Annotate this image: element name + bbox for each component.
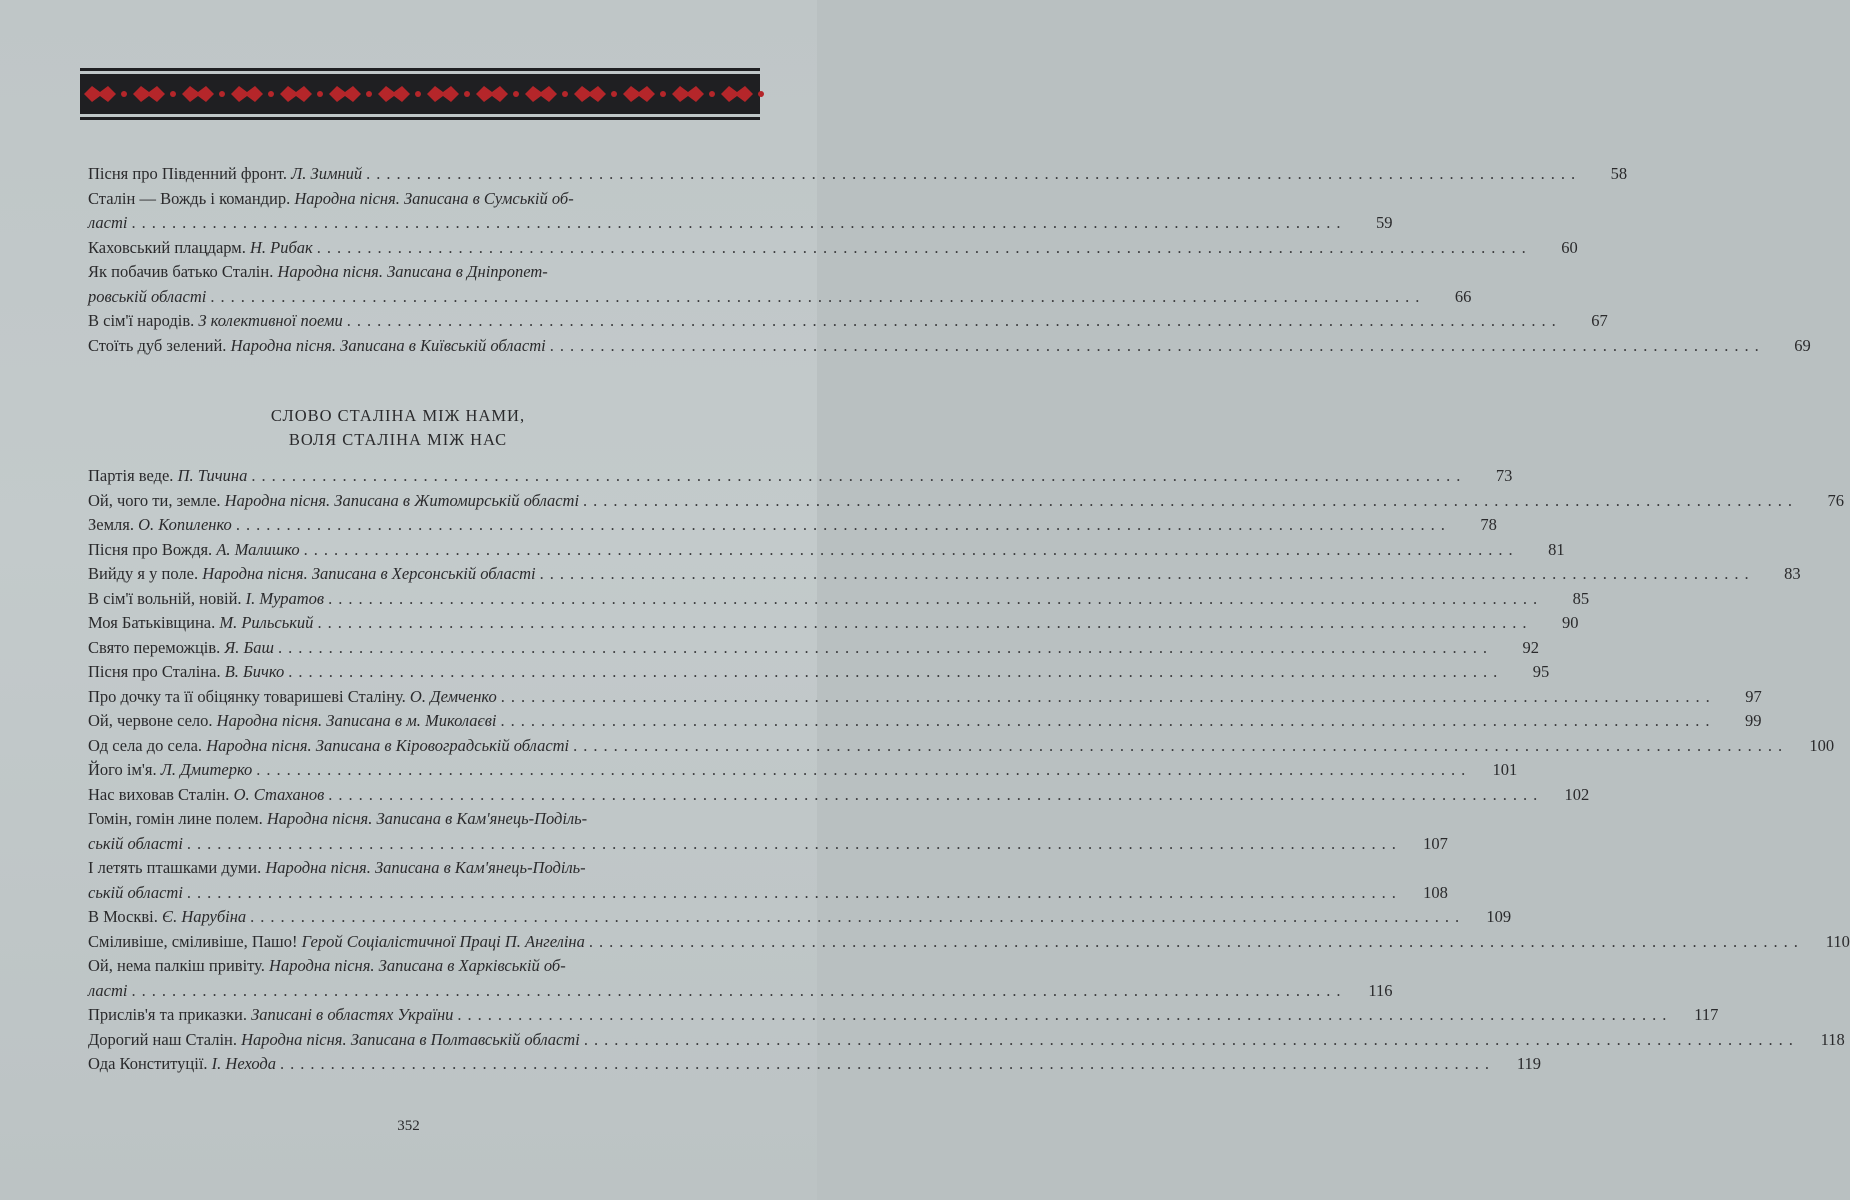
toc-entry bbox=[88, 734, 1835, 759]
entry-author: Народна пісня. Записана в Житомирській області bbox=[224, 490, 580, 510]
entry-page-number: 58 bbox=[1610, 164, 1628, 183]
dot-leader: ........................................................................................................................ bbox=[588, 931, 1804, 951]
page-number: 352 bbox=[397, 1118, 420, 1134]
entry-author: О. Стаханов bbox=[233, 784, 325, 804]
entry-author-continuation: ласті bbox=[88, 980, 128, 1000]
entry-page-number: 78 bbox=[1480, 515, 1497, 534]
toc-entry bbox=[88, 489, 1845, 514]
entry-title: Свято переможців. bbox=[88, 637, 221, 657]
entry-page-number: 99 bbox=[1745, 711, 1762, 730]
entry-author: В. Бичко bbox=[224, 662, 285, 681]
dot-leader: ........................................................................................................................ bbox=[573, 735, 1789, 755]
entry-title: Партія веде. bbox=[88, 466, 174, 485]
dot-leader: ........................................................................................................................ bbox=[317, 613, 1533, 632]
entry-author: Народна пісня. Записана в Полтавській області bbox=[241, 1029, 580, 1049]
entry-author: Записані в областях України bbox=[251, 1005, 454, 1024]
ornament-dot bbox=[611, 91, 617, 97]
entry-title: Сміливіше, сміливіше, Пашо! bbox=[88, 931, 298, 951]
dot-leader: ........................................................................................................................ bbox=[250, 907, 1466, 926]
dot-leader: ........................................................................................................................ bbox=[583, 1029, 1799, 1049]
entry-author: Я. Баш bbox=[224, 637, 274, 657]
entry-author: Народна пісня. Записана в Кам'янець-Поділь- bbox=[265, 858, 586, 877]
entry-title: Про дочку та її обіцянку товаришеві Сталіну. bbox=[88, 686, 406, 706]
entry-page-number: 60 bbox=[1561, 237, 1578, 257]
ornament-dot bbox=[562, 91, 568, 97]
entry-author: Народна пісня. Записана в Херсонській області bbox=[202, 564, 536, 583]
entry-page-number: 67 bbox=[1591, 311, 1608, 330]
dot-leader: ........................................................................................................................ bbox=[279, 1054, 1495, 1073]
dot-leader: ........................................................................................................................ bbox=[549, 335, 1765, 355]
entry-page-number: 107 bbox=[1423, 833, 1448, 853]
entry-author: Народна пісня. Записана в Харківській об- bbox=[269, 956, 566, 975]
ornament-dot bbox=[268, 91, 274, 97]
toc-entry bbox=[88, 538, 1565, 563]
entry-page-number: 59 bbox=[1375, 213, 1393, 232]
dot-leader: ........................................................................................................................ bbox=[366, 164, 1582, 183]
dot-leader: ........................................................................................................................ bbox=[186, 833, 1402, 853]
entry-author: Є. Нарубіна bbox=[162, 907, 247, 926]
entry-title: Гомін, гомін лине полем. bbox=[88, 809, 263, 828]
dot-leader: ........................................................................................................................ bbox=[131, 213, 1347, 232]
entry-page-number: 118 bbox=[1820, 1029, 1845, 1049]
section-heading bbox=[88, 404, 708, 452]
toc-section-2 bbox=[88, 464, 1850, 1077]
ornament-dot bbox=[366, 91, 372, 97]
dot-leader: ........................................................................................................................ bbox=[277, 637, 1493, 657]
ornament-dot bbox=[219, 91, 225, 97]
entry-page-number: 95 bbox=[1532, 662, 1550, 681]
toc-entry bbox=[88, 660, 1550, 685]
entry-author: Народна пісня. Записана в м. Миколаєві bbox=[216, 711, 497, 730]
toc-entry bbox=[88, 587, 1590, 612]
section-heading-line-2: ВОЛЯ СТАЛІНА МІЖ НАС bbox=[288, 430, 508, 449]
entry-title: Земля. bbox=[88, 515, 134, 534]
ornament-dot bbox=[758, 91, 764, 97]
dot-leader: ........................................................................................................................ bbox=[186, 882, 1402, 902]
entry-author: Герой Соціалістичної Праці П. Ангеліна bbox=[301, 931, 585, 951]
entry-page-number: 73 bbox=[1495, 466, 1513, 485]
toc-entry bbox=[88, 685, 1762, 710]
entry-title: Сталін — Вождь і командир. bbox=[88, 188, 291, 208]
entry-page-number: 108 bbox=[1423, 882, 1448, 902]
entry-page-number: 81 bbox=[1548, 539, 1565, 559]
toc-entry bbox=[88, 334, 1811, 359]
entry-author: Народна пісня. Записана в Кам'янець-Поділь- bbox=[266, 809, 588, 828]
entry-title: Пісня про Вождя. bbox=[88, 539, 213, 559]
entry-title: Ой, чого ти, земле. bbox=[88, 490, 221, 510]
entry-title: Дорогий наш Сталін. bbox=[88, 1029, 237, 1049]
toc-entry bbox=[88, 1052, 1541, 1077]
entry-title: Моя Батьківщина. bbox=[88, 613, 216, 632]
entry-title: Ой, червоне село. bbox=[88, 711, 213, 730]
entry-author: Народна пісня. Записана в Сумській об- bbox=[294, 188, 574, 208]
entry-author: М. Рильський bbox=[219, 613, 314, 632]
entry-author: Народна пісня. Записана в Київській області bbox=[230, 335, 546, 355]
entry-page-number: 116 bbox=[1368, 980, 1393, 1000]
ornament-dot bbox=[121, 91, 127, 97]
entry-page-number: 110 bbox=[1825, 931, 1850, 951]
toc-section-1 bbox=[88, 162, 1811, 358]
entry-author: І. Нехода bbox=[211, 1054, 276, 1073]
dot-leader: ........................................................................................................................ bbox=[500, 711, 1716, 730]
toc-entry bbox=[88, 856, 1448, 905]
entry-title: Ода Конституції. bbox=[88, 1054, 208, 1073]
toc-entry bbox=[88, 562, 1801, 587]
toc-entry bbox=[88, 513, 1497, 538]
entry-author: П. Тичина bbox=[177, 466, 248, 485]
dot-leader: ........................................................................................................................ bbox=[235, 515, 1451, 534]
toc-entry bbox=[88, 807, 1448, 856]
entry-title: І летять пташками думи. bbox=[88, 858, 262, 877]
entry-title: Його ім'я. bbox=[88, 760, 157, 779]
entry-title: В Москві. bbox=[88, 907, 158, 926]
entry-page-number: 117 bbox=[1694, 1005, 1719, 1024]
toc-entry bbox=[88, 260, 1472, 309]
dot-leader: ........................................................................................................................ bbox=[500, 686, 1716, 706]
entry-page-number: 109 bbox=[1486, 907, 1512, 926]
entry-author-continuation: ласті bbox=[88, 213, 128, 232]
ornament-dot bbox=[170, 91, 176, 97]
dot-leader: ........................................................................................................................ bbox=[210, 286, 1426, 306]
toc-entry bbox=[88, 162, 1628, 187]
entry-page-number: 102 bbox=[1564, 784, 1590, 804]
ornament-dot bbox=[317, 91, 323, 97]
dot-leader: ........................................................................................................................ bbox=[457, 1005, 1673, 1024]
entry-title: Ой, нема палкіш привіту. bbox=[88, 956, 265, 975]
entry-author: І. Муратов bbox=[245, 588, 325, 608]
entry-author: О. Демченко bbox=[409, 686, 497, 706]
toc-entry bbox=[88, 187, 1393, 236]
entry-title: Од села до села. bbox=[88, 735, 203, 755]
entry-author-continuation: ровській області bbox=[88, 286, 207, 306]
entry-page-number: 66 bbox=[1454, 286, 1472, 306]
entry-page-number: 97 bbox=[1745, 686, 1762, 706]
entry-page-number: 92 bbox=[1522, 637, 1539, 657]
ornament-dot bbox=[415, 91, 421, 97]
dot-leader: ........................................................................................................................ bbox=[288, 662, 1504, 681]
dot-leader: ........................................................................................................................ bbox=[328, 784, 1544, 804]
entry-author: О. Копиленко bbox=[138, 515, 232, 534]
entry-page-number: 76 bbox=[1827, 490, 1845, 510]
toc-entry bbox=[88, 636, 1539, 661]
ornamental-header-band bbox=[80, 68, 760, 122]
entry-author: А. Малишко bbox=[216, 539, 300, 559]
entry-title: Вийду я у поле. bbox=[88, 564, 199, 583]
toc-entry bbox=[88, 930, 1850, 955]
toc-entry bbox=[88, 1003, 1719, 1028]
section-heading-line-1: СЛОВО СТАЛІНА МІЖ НАМИ, bbox=[270, 406, 526, 425]
dot-leader: ........................................................................................................................ bbox=[251, 466, 1467, 485]
ornament-dot bbox=[709, 91, 715, 97]
dot-leader: ........................................................................................................................ bbox=[539, 564, 1755, 583]
entry-author: Народна пісня. Записана в Кіровоградській області bbox=[206, 735, 570, 755]
dot-leader: ........................................................................................................................ bbox=[316, 237, 1532, 257]
entry-page-number: 90 bbox=[1561, 613, 1579, 632]
entry-page-number: 100 bbox=[1809, 735, 1835, 755]
entry-title: Нас виховав Сталін. bbox=[88, 784, 230, 804]
entry-author: Н. Рибак bbox=[249, 237, 313, 257]
toc-entry bbox=[88, 464, 1513, 489]
entry-page-number: 119 bbox=[1516, 1054, 1541, 1073]
toc-entry bbox=[88, 1028, 1845, 1053]
toc-entry bbox=[88, 309, 1608, 334]
dot-leader: ........................................................................................................................ bbox=[583, 490, 1799, 510]
entry-author: Л. Дмитерко bbox=[160, 760, 253, 779]
entry-title: Пісня про Південний фронт. bbox=[88, 164, 287, 183]
toc-entry bbox=[88, 758, 1518, 783]
entry-author: Л. Зимний bbox=[291, 164, 363, 183]
entry-title: Стоїть дуб зелений. bbox=[88, 335, 227, 355]
entry-title: В сім'ї народів. bbox=[88, 311, 195, 330]
entry-title: Каховський плацдарм. bbox=[88, 237, 246, 257]
entry-title: В сім'ї вольній, новій. bbox=[88, 588, 242, 608]
entry-author: З колективної поеми bbox=[198, 311, 343, 330]
dot-leader: ........................................................................................................................ bbox=[303, 539, 1519, 559]
entry-author-continuation: ській області bbox=[88, 833, 183, 853]
entry-title: Прислів'я та приказки. bbox=[88, 1005, 247, 1024]
entry-author-continuation: ській області bbox=[88, 882, 183, 902]
dot-leader: ........................................................................................................................ bbox=[328, 588, 1544, 608]
entry-title: Як побачив батько Сталін. bbox=[88, 262, 274, 281]
entry-title: Пісня про Сталіна. bbox=[88, 662, 221, 681]
ornament-dot bbox=[513, 91, 519, 97]
entry-page-number: 69 bbox=[1794, 335, 1811, 355]
dot-leader: ........................................................................................................................ bbox=[131, 980, 1347, 1000]
dot-leader: ........................................................................................................................ bbox=[346, 311, 1562, 330]
toc-entry bbox=[88, 783, 1590, 808]
entry-page-number: 101 bbox=[1492, 760, 1518, 779]
entry-page-number: 85 bbox=[1572, 588, 1590, 608]
toc-entry bbox=[88, 611, 1579, 636]
toc-entry bbox=[88, 709, 1762, 734]
entry-page-number: 83 bbox=[1784, 564, 1801, 583]
entry-author: Народна пісня. Записана в Дніпропет- bbox=[277, 262, 548, 281]
ornament-dot bbox=[464, 91, 470, 97]
toc-entry bbox=[88, 236, 1578, 261]
ornament-dot bbox=[660, 91, 666, 97]
dot-leader: ........................................................................................................................ bbox=[256, 760, 1472, 779]
toc-entry bbox=[88, 905, 1512, 930]
toc-entry bbox=[88, 954, 1393, 1003]
